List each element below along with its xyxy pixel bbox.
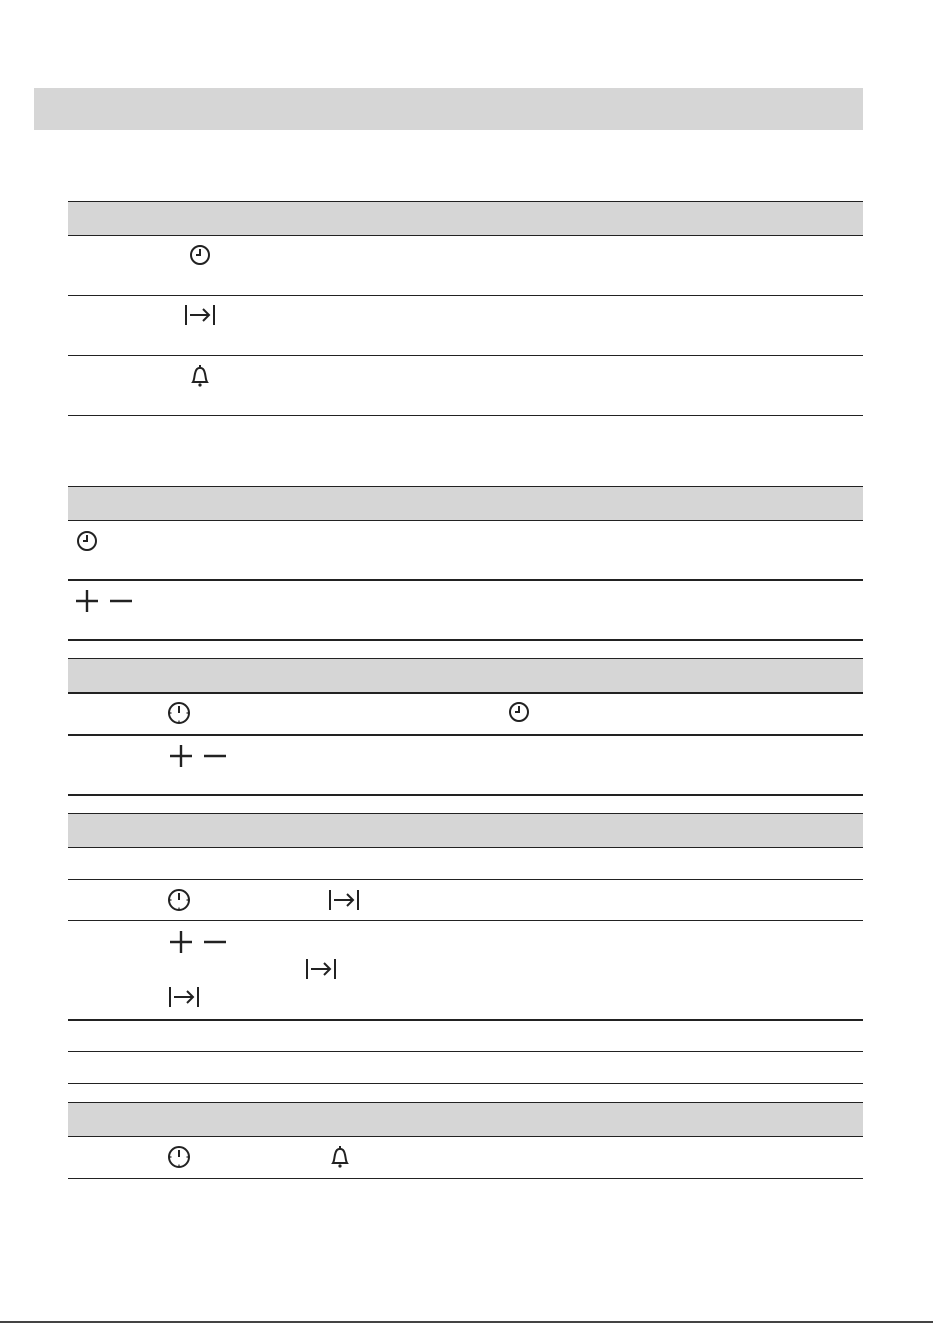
end-arrow-icon	[184, 304, 216, 326]
clock-dial-icon	[167, 888, 191, 912]
table1-rule	[68, 201, 863, 202]
plus-icon	[75, 589, 99, 613]
table2-rule	[68, 579, 863, 581]
clock-dial-icon	[167, 1145, 191, 1169]
clock-icon	[189, 244, 211, 266]
section-banner	[34, 88, 863, 130]
plus-icon	[169, 744, 193, 768]
table4-rule	[68, 879, 863, 880]
end-arrow-icon	[168, 986, 200, 1008]
table3-rule	[68, 658, 863, 659]
table1-rule	[68, 235, 863, 236]
table5-rule	[68, 1178, 863, 1179]
table1-rule	[68, 415, 863, 416]
plus-icon	[169, 930, 193, 954]
table4-rule	[68, 1051, 863, 1052]
table5-rule	[68, 1102, 863, 1103]
clock-icon	[76, 530, 98, 552]
table4-rule	[68, 1083, 863, 1084]
table4-rule	[68, 813, 863, 814]
clock-dial-icon	[167, 701, 191, 725]
table2-rule	[68, 486, 863, 487]
table1-rule	[68, 295, 863, 296]
bell-icon	[189, 364, 211, 388]
table5-rule	[68, 1136, 863, 1137]
table2-rule	[68, 639, 863, 641]
table4-rule	[68, 847, 863, 848]
table4-rule	[68, 1019, 863, 1021]
table5-header	[68, 1102, 863, 1136]
table1-rule	[68, 355, 863, 356]
table2-header	[68, 486, 863, 520]
clock-icon	[508, 701, 530, 723]
table3-header	[68, 658, 863, 692]
end-arrow-icon	[305, 958, 337, 980]
table3-rule	[68, 734, 863, 736]
bell-icon	[329, 1145, 351, 1169]
table4-rule	[68, 920, 863, 921]
table1-header	[68, 201, 863, 235]
page-bottom-edge	[0, 1321, 933, 1323]
table3-rule	[68, 794, 863, 796]
minus-icon	[203, 744, 227, 768]
table4-header	[68, 813, 863, 847]
end-arrow-icon	[328, 889, 360, 911]
minus-icon	[203, 930, 227, 954]
table3-rule	[68, 692, 863, 694]
minus-icon	[109, 589, 133, 613]
table2-rule	[68, 520, 863, 521]
